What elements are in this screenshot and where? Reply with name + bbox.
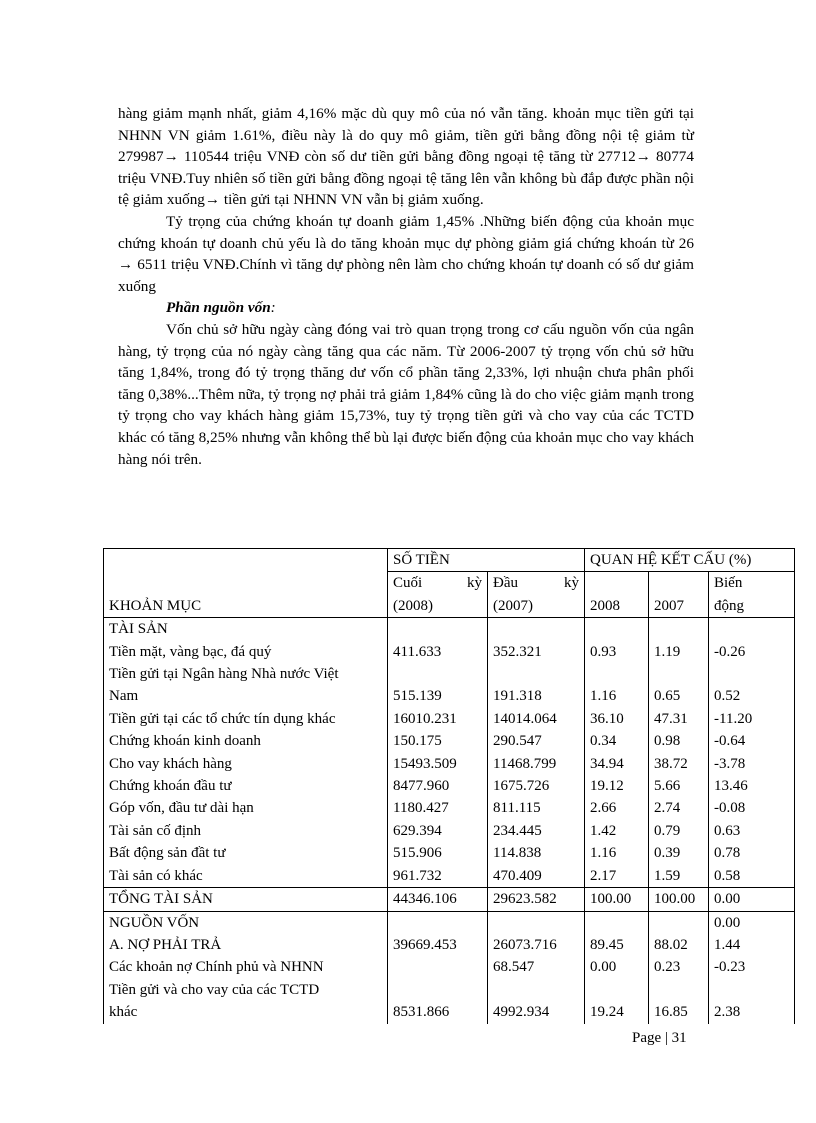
table-row [104,663,795,708]
row-start-value: 114.838 [488,842,585,864]
row-pct-2007: 0.79 [649,820,709,842]
header-2008: 2008 [585,572,649,618]
no-phai-tra-end-value: 39669.453 [388,934,488,956]
paragraph-3: Vốn chủ sở hữu ngày càng đóng vai trò quan trọng trong cơ cấu nguồn vốn của ngân hàng, tỷ trọng của nó ngày càng tăng qua các năm. Từ 2006-2007 tỷ trọng vốn chủ sở hữu tăng 1,84%, trong đó tỷ trọng thăng dư vốn cổ phần tăng 2,33%, lợi nhuận chưa phân phối tăng 0,38%...Thêm nữa, tỷ trọng nợ phải trả giảm 1,84% cũng là do cho việc giảm mạnh trong tỷ trọng cho vay khách hàng giảm 15,73%, tuy tỷ trọng tiền gửi và cho vay của các TCTD khác có tăng 8,25% nhưng vẫn không thể bù lại được biến động của khoản mục cho vay khách hàng nói trên. [118,320,694,468]
row-start-value: 14014.064 [488,708,585,730]
row-pct-2007: 0.65 [649,663,709,708]
total-change: 0.00 [709,888,795,911]
chinh-phu-change: -0.23 [709,956,795,978]
row-pct-2008: 1.16 [585,842,649,864]
table-row [104,775,795,797]
row-label: Bất động sản đầt tư [104,842,388,864]
tctd-start-value: 4992.934 [488,979,585,1024]
row-pct-2008: 0.93 [585,641,649,663]
nguon-von-label: NGUỒN VỐN [104,911,388,934]
table-row [104,820,795,842]
row-start-value: 234.445 [488,820,585,842]
row-pct-2007: 1.59 [649,865,709,888]
tctd-pct-2008: 19.24 [585,979,649,1024]
row-pct-2008: 36.10 [585,708,649,730]
row-label: Tiền gửi tại các tổ chức tín dụng khác [104,708,388,730]
header-bien-dong [709,572,795,618]
row-label: Tiền mặt, vàng bạc, đá quý [104,641,388,663]
table-row [104,730,795,752]
header-so-tien: SỐ TIỀN [388,549,585,572]
row-pct-2007: 1.19 [649,641,709,663]
nguon-von-change: 0.00 [709,911,795,934]
tctd-change: 2.38 [709,979,795,1024]
row-pct-2008: 2.66 [585,797,649,819]
page-number: Page | 31 [632,1030,687,1046]
financial-table [103,548,795,1024]
total-end-value: 44346.106 [388,888,488,911]
chinh-phu-row [104,956,795,978]
row-change: 0.78 [709,842,795,864]
row-pct-2007: 2.74 [649,797,709,819]
total-pct-2008: 100.00 [585,888,649,911]
row-label: Chứng khoán đầu tư [104,775,388,797]
row-start-value: 352.321 [488,641,585,663]
no-phai-tra-start-value: 26073.716 [488,934,585,956]
chinh-phu-pct-2007: 0.23 [649,956,709,978]
row-label: Tài sản cố định [104,820,388,842]
row-start-value: 11468.799 [488,753,585,775]
no-phai-tra-pct-2007: 88.02 [649,934,709,956]
row-pct-2007: 47.31 [649,708,709,730]
row-start-value: 290.547 [488,730,585,752]
header-bien-word: Biến [714,575,743,592]
section-heading [166,297,694,319]
header-dau-year: (2007) [493,597,533,614]
header-dong-word: động [714,597,744,614]
chinh-phu-label: Các khoản nợ Chính phủ và NHNN [104,956,388,978]
header-dau-ky-word: kỳ [564,575,579,592]
row-change: -0.64 [709,730,795,752]
header-khoan-muc: KHOẢN MỤC [104,549,388,618]
header-2007: 2007 [649,572,709,618]
header-cuoi-year: (2008) [393,597,433,614]
nguon-von-row [104,911,795,934]
row-start-value: 191.318 [488,663,585,708]
header-quan-he: QUAN HỆ KẾT CẤU (%) [585,549,795,572]
row-pct-2008: 2.17 [585,865,649,888]
row-end-value: 8477.960 [388,775,488,797]
row-end-value: 150.175 [388,730,488,752]
row-end-value: 515.906 [388,842,488,864]
row-start-value: 1675.726 [488,775,585,797]
tai-san-row [104,618,795,641]
header-cuoi-ky [388,572,488,618]
row-change: 0.63 [709,820,795,842]
tctd-label-line-1: Tiền gửi và cho vay của các TCTD [109,981,320,998]
row-change: -0.08 [709,797,795,819]
no-phai-tra-change: 1.44 [709,934,795,956]
row-pct-2008: 1.16 [585,663,649,708]
row-pct-2007: 5.66 [649,775,709,797]
row-change: -3.78 [709,753,795,775]
section-heading-colon: : [270,299,276,317]
total-label: TỔNG TÀI SẢN [104,888,388,911]
row-end-value: 515.139 [388,663,488,708]
table-row [104,865,795,888]
row-end-value: 629.394 [388,820,488,842]
row-label: Tài sản có khác [104,865,388,888]
body-text [118,103,694,470]
chinh-phu-pct-2008: 0.00 [585,956,649,978]
row-pct-2008: 1.42 [585,820,649,842]
row-change: 13.46 [709,775,795,797]
row-label-line-2: Nam [109,688,139,705]
row-label: Góp vốn, đầu tư dài hạn [104,797,388,819]
table-row [104,708,795,730]
header-cuoi-word: Cuối [393,575,423,592]
row-end-value: 1180.427 [388,797,488,819]
row-end-value: 411.633 [388,641,488,663]
row-pct-2008: 34.94 [585,753,649,775]
header-dau-ky [488,572,585,618]
row-pct-2008: 0.34 [585,730,649,752]
row-end-value: 961.732 [388,865,488,888]
total-start-value: 29623.582 [488,888,585,911]
tctd-label-line-2: khác [109,1004,138,1021]
tctd-row [104,979,795,1024]
row-end-value: 16010.231 [388,708,488,730]
total-pct-2007: 100.00 [649,888,709,911]
row-label: Cho vay khách hàng [104,753,388,775]
row-change: 0.52 [709,663,795,708]
row-pct-2008: 19.12 [585,775,649,797]
tctd-label [104,979,388,1024]
row-pct-2007: 38.72 [649,753,709,775]
table-row [104,842,795,864]
row-pct-2007: 0.39 [649,842,709,864]
tai-san-label: TÀI SẢN [104,618,388,641]
row-label: Chứng khoán kinh doanh [104,730,388,752]
total-row [104,888,795,911]
row-pct-2007: 0.98 [649,730,709,752]
row-start-value: 470.409 [488,865,585,888]
table-row [104,753,795,775]
paragraph-2: Tỷ trọng của chứng khoán tự doanh giảm 1,45% .Những biến động của khoản mục chứng khoán tự doanh chủ yếu là do tăng khoản mục dự phòng giảm giá chứng khoán từ 26 → 6511 triệu VNĐ.Chính vì tăng dự phòng nên làm cho chứng khoán tự doanh có số dư giảm xuống [118,212,694,295]
tctd-pct-2007: 16.85 [649,979,709,1024]
chinh-phu-start-value: 68.547 [488,956,585,978]
header-dau-word: Đầu [493,575,518,592]
row-label-line-1: Tiền gửi tại Ngân hàng Nhà nước Việt [109,666,339,683]
header-cuoi-ky-word: kỳ [467,575,482,592]
tctd-end-value: 8531.866 [388,979,488,1024]
row-label [104,663,388,708]
row-change: -0.26 [709,641,795,663]
row-change: -11.20 [709,708,795,730]
no-phai-tra-label: A. NỢ PHẢI TRẢ [104,934,388,956]
paragraph-1: hàng giảm mạnh nhất, giảm 4,16% mặc dù quy mô của nó vẫn tăng. khoản mục tiền gửi tại NHNN VN giảm 1.61%, điều này là do quy mô giảm, tiền gửi bằng đồng nội tệ giảm từ 279987→ 110544 triệu VNĐ còn số dư tiền gửi bằng đồng ngoại tệ tăng từ 27712→ 80774 triệu VNĐ.Tuy nhiên số tiền gửi bằng đồng ngoại tệ tăng lên vẫn không bù đắp được phần nội tệ giảm xuống→ tiền gửi tại NHNN VN vẫn bị giảm xuống. [118,105,694,209]
row-end-value: 15493.509 [388,753,488,775]
no-phai-tra-row [104,934,795,956]
table-row [104,797,795,819]
row-change: 0.58 [709,865,795,888]
table-row [104,641,795,663]
row-start-value: 811.115 [488,797,585,819]
section-heading-text: Phần nguồn vốn [166,299,271,317]
header-row-1 [104,549,795,572]
no-phai-tra-pct-2008: 89.45 [585,934,649,956]
